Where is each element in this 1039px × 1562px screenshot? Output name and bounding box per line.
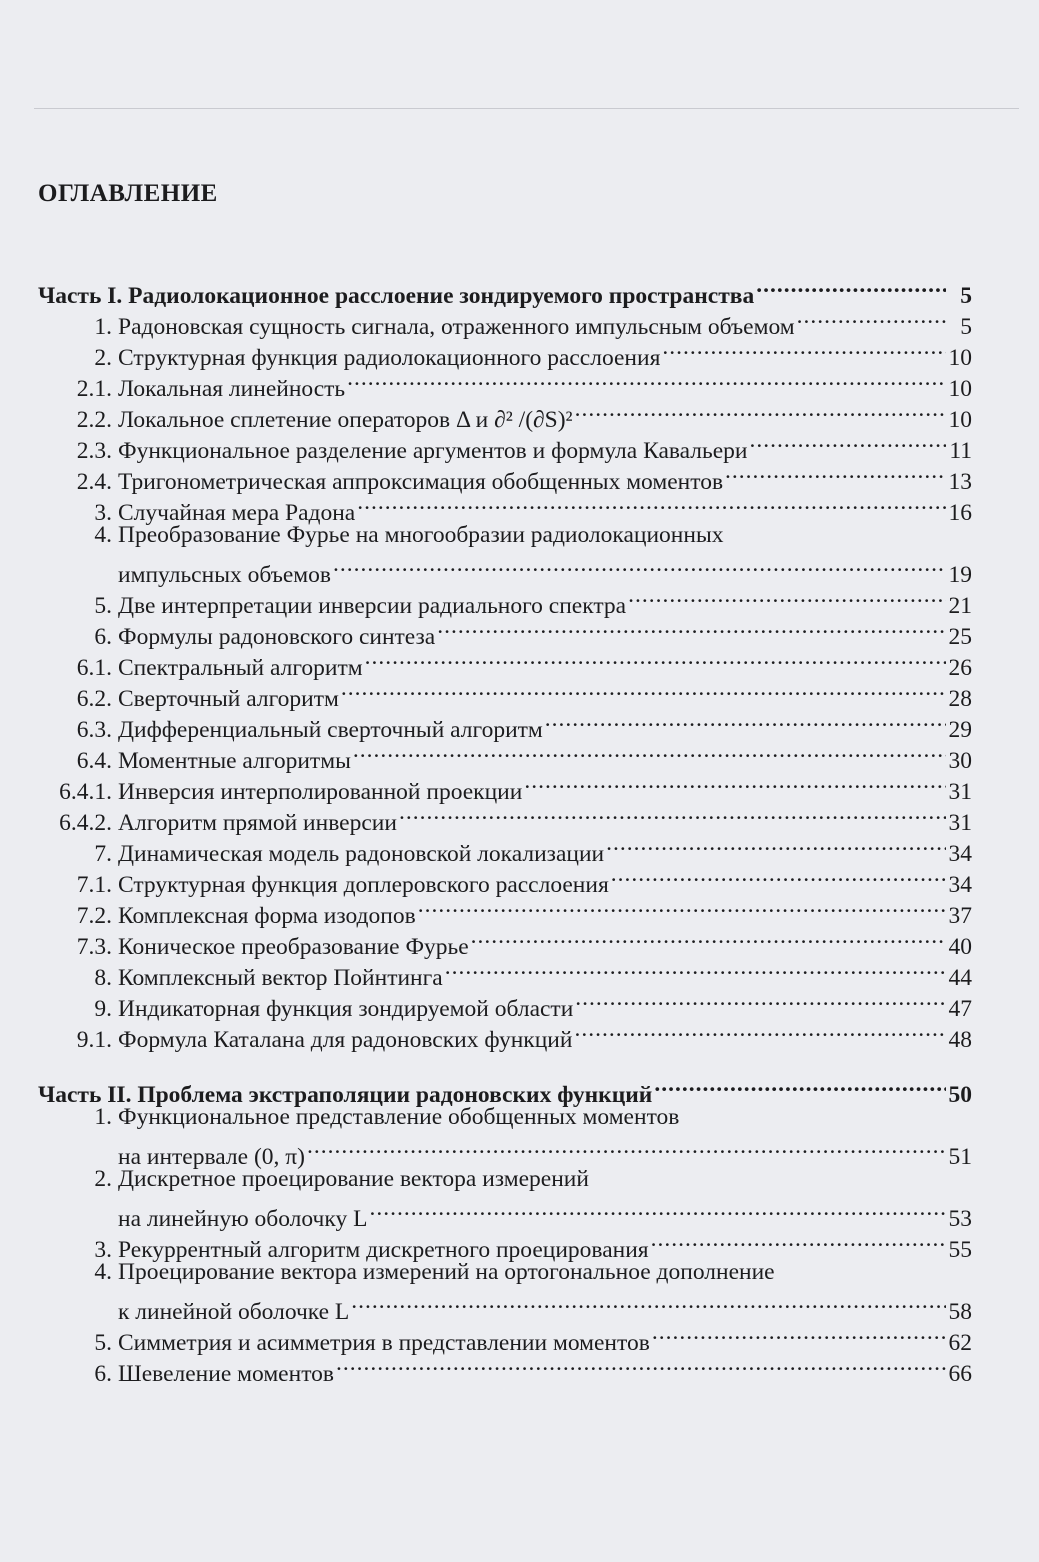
toc-entry-page: 44	[948, 965, 972, 991]
toc-entry-page: 28	[948, 686, 972, 712]
toc-entry-title: Формула Каталана для радоновских функций	[118, 1027, 573, 1053]
toc-entry-number: 9.	[94, 996, 112, 1022]
leader-dots	[341, 675, 946, 706]
leader-dots	[662, 334, 946, 365]
toc-entry-page: 5	[960, 283, 972, 309]
toc-entry-title: Инверсия интерполированной проекции	[118, 779, 523, 805]
toc-entry-page: 34	[948, 841, 972, 867]
toc-entry-title-continued: к линейной оболочке L	[118, 1299, 350, 1325]
toc-entry-page: 16	[948, 500, 972, 526]
toc-entry-title: Преобразование Фурье на многообразии радиолокационных	[118, 522, 724, 548]
toc-entry-title: Часть I. Радиолокационное расслоение зондируемого пространства	[38, 283, 755, 309]
toc-entry-title: Радоновская сущность сигнала, отраженного импульсным объемом	[118, 314, 795, 340]
toc-entry-page: 48	[948, 1027, 972, 1053]
toc-entry-title: Локальное сплетение операторов Δ и ∂² /(∂S)²	[118, 407, 573, 433]
toc-entry-page: 50	[948, 1082, 972, 1108]
toc-entry-number: 7.3.	[76, 934, 112, 960]
toc-entry-page: 21	[948, 593, 972, 619]
toc-part-heading[interactable]	[38, 1071, 972, 1108]
toc-entry-number: 1.	[94, 1104, 112, 1130]
toc-entry-title: Рекуррентный алгоритм дискретного проецирования	[118, 1237, 649, 1263]
toc-entry[interactable]	[38, 520, 972, 551]
toc-entry-title: Комплексная форма изодопов	[118, 903, 416, 929]
toc-entry-number: 6.4.2.	[59, 810, 112, 836]
toc-entry-title: Сверточный алгоритм	[118, 686, 339, 712]
leader-dots	[336, 1350, 946, 1381]
toc-entry-page: 10	[948, 407, 972, 433]
leader-dots	[611, 861, 946, 892]
toc-entry-number: 6.4.	[76, 748, 112, 774]
toc-entry-page: 25	[948, 624, 972, 650]
toc-entry-page: 19	[948, 562, 972, 588]
toc-entry-page: 10	[948, 345, 972, 371]
toc-entry-page: 62	[948, 1330, 972, 1356]
toc-entry[interactable]	[38, 1164, 972, 1195]
toc-entry-page: 34	[948, 872, 972, 898]
toc-entry-number: 2.2.	[76, 407, 112, 433]
leader-dots	[437, 613, 946, 644]
leader-dots	[307, 1133, 946, 1164]
leader-dots	[418, 892, 946, 923]
leader-dots	[574, 1016, 946, 1047]
toc-entry-page: 11	[949, 438, 972, 464]
toc-entry-number: 5.	[94, 593, 112, 619]
leader-dots	[606, 830, 946, 861]
toc-entry-number: 1.	[94, 314, 112, 340]
toc-entry-title: Тригонометрическая аппроксимация обобщенных моментов	[118, 469, 724, 495]
toc-entry-title: Моментные алгоритмы	[118, 748, 351, 774]
toc-entry-title: Две интерпретации инверсии радиального спектра	[118, 593, 627, 619]
toc-entry-page: 47	[948, 996, 972, 1022]
toc-entry-page: 53	[948, 1206, 972, 1232]
toc-entry-title: Проецирование вектора измерений на ортогональное дополнение	[118, 1259, 775, 1285]
toc-entry-continuation[interactable]	[38, 1195, 972, 1232]
leader-dots	[369, 1195, 946, 1226]
toc-entry-number: 5.	[94, 1330, 112, 1356]
toc-entry-number: 4.	[94, 1259, 112, 1285]
toc-entry-page: 10	[948, 376, 972, 402]
toc-entry-page: 5	[960, 314, 972, 340]
toc-entry-number: 6.2.	[76, 686, 112, 712]
toc-entry-page: 29	[948, 717, 972, 743]
toc-entry-title: Симметрия и асимметрия в представлении моментов	[118, 1330, 650, 1356]
toc-entry-title-continued: на линейную оболочку L	[118, 1206, 368, 1232]
toc-entry-title: Структурная функция доплеровского расслоения	[118, 872, 609, 898]
toc-entry-title: Дифференциальный сверточный алгоритм	[118, 717, 543, 743]
leader-dots	[399, 799, 946, 830]
toc-entry-page: 31	[948, 779, 972, 805]
toc-entry-title: Часть II. Проблема экстраполяции радоновских функций	[38, 1082, 653, 1108]
toc-entry-number: 2.	[94, 1166, 112, 1192]
leader-dots	[471, 923, 946, 954]
toc-entry[interactable]	[38, 1102, 972, 1133]
toc-entry-page: 55	[948, 1237, 972, 1263]
toc-entry-title: Комплексный вектор Пойнтинга	[118, 965, 443, 991]
toc-entry-page: 51	[948, 1144, 972, 1170]
leader-dots	[652, 1319, 946, 1350]
leader-dots	[445, 954, 946, 985]
toc-part-heading[interactable]	[38, 272, 972, 309]
toc-entry-number: 8.	[94, 965, 112, 991]
leader-dots	[357, 489, 946, 520]
leader-dots	[545, 706, 946, 737]
toc-entry-title-continued: на интервале (0, π)	[118, 1144, 305, 1170]
toc-entry-title: Структурная функция радиолокационного расслоения	[118, 345, 661, 371]
toc-entry-number: 2.	[94, 345, 112, 371]
toc-entry-title: Алгоритм прямой инверсии	[118, 810, 397, 836]
toc-entry-title: Дискретное проецирование вектора измерений	[118, 1166, 589, 1192]
leader-dots	[365, 644, 946, 675]
toc-entry-number: 7.1.	[76, 872, 112, 898]
leader-dots	[797, 303, 946, 334]
toc-entry-page: 37	[948, 903, 972, 929]
toc-entry-number: 9.1.	[76, 1027, 112, 1053]
toc-entry-number: 3.	[94, 1237, 112, 1263]
toc-entry-number: 2.1.	[76, 376, 112, 402]
toc-entry-number: 4.	[94, 522, 112, 548]
toc-entry-number: 2.3.	[76, 438, 112, 464]
toc-entry-title: Функциональное разделение аргументов и формула Кавальери	[118, 438, 748, 464]
toc-entry-page: 13	[948, 469, 972, 495]
toc-entry-continuation[interactable]	[38, 551, 972, 588]
toc-entry-page: 40	[948, 934, 972, 960]
toc-entry-number: 6.	[94, 1361, 112, 1387]
leader-dots	[353, 737, 946, 768]
toc-entry-title: Локальная линейность	[118, 376, 346, 402]
toc-entry-page: 30	[948, 748, 972, 774]
toc-entry-number: 6.	[94, 624, 112, 650]
toc-entry-continuation[interactable]	[38, 1133, 972, 1170]
leader-dots	[333, 551, 946, 582]
header-rule	[34, 108, 1019, 109]
leader-dots	[575, 396, 946, 427]
toc-entry-title: Функциональное представление обобщенных моментов	[118, 1104, 680, 1130]
toc-entry-page: 58	[948, 1299, 972, 1325]
leader-dots	[756, 272, 946, 303]
toc-entry-page: 31	[948, 810, 972, 836]
toc-entry-number: 6.4.1.	[59, 779, 112, 805]
leader-dots	[654, 1071, 946, 1102]
leader-dots	[628, 582, 946, 613]
toc-entry-title: Случайная мера Радона	[118, 500, 356, 526]
leader-dots	[651, 1226, 946, 1257]
toc-entry-number: 6.1.	[76, 655, 112, 681]
toc-entry-continuation[interactable]	[38, 1288, 972, 1325]
toc-entry-number: 7.	[94, 841, 112, 867]
leader-dots	[575, 985, 946, 1016]
toc-entry-title: Формулы радоновского синтеза	[118, 624, 436, 650]
toc-entry-number: 6.3.	[76, 717, 112, 743]
page-title: ОГЛАВЛЕНИЕ	[38, 180, 218, 207]
toc-entry-page: 26	[948, 655, 972, 681]
toc-entry-number: 7.2.	[76, 903, 112, 929]
table-of-contents	[38, 272, 972, 1387]
toc-entry-title: Коническое преобразование Фурье	[118, 934, 469, 960]
toc-entry-page: 66	[948, 1361, 972, 1387]
toc-entry-title: Шевеление моментов	[118, 1361, 334, 1387]
toc-entry-title: Индикаторная функция зондируемой области	[118, 996, 574, 1022]
leader-dots	[725, 458, 946, 489]
leader-dots	[750, 427, 946, 458]
leader-dots	[351, 1288, 946, 1319]
toc-entry[interactable]	[38, 1257, 972, 1288]
toc-entry-number: 3.	[94, 500, 112, 526]
toc-entry-title-continued: импульсных объемов	[118, 562, 332, 588]
toc-entry-title: Динамическая модель радоновской локализации	[118, 841, 605, 867]
toc-entry-number: 2.4.	[76, 469, 112, 495]
leader-dots	[347, 365, 946, 396]
toc-entry-title: Спектральный алгоритм	[118, 655, 363, 681]
leader-dots	[524, 768, 946, 799]
